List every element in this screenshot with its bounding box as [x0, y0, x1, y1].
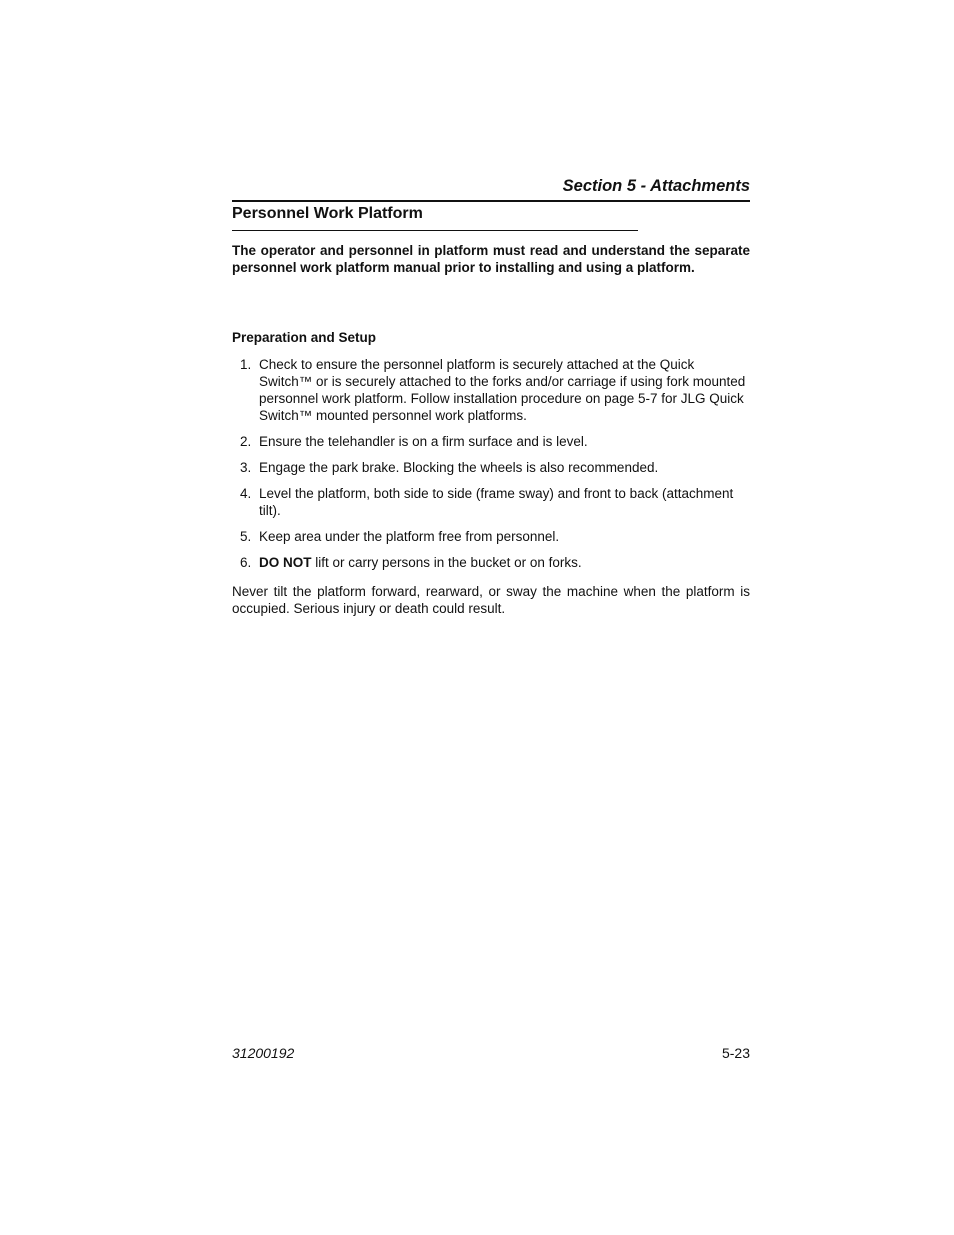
title-underline	[232, 230, 638, 231]
step-number: 4.	[240, 486, 252, 501]
list-item	[232, 356, 750, 424]
page-title: Personnel Work Platform	[232, 205, 423, 222]
list-item	[232, 528, 750, 545]
subheading-preparation: Preparation and Setup	[232, 330, 377, 345]
step-text: lift or carry persons in the bucket or on forks.	[311, 555, 582, 570]
header-divider	[232, 200, 750, 202]
warning-paragraph: The operator and personnel in platform must read and understand the separate personnel work platform manual prior to installing and using a platform.	[232, 243, 750, 275]
step-text: Keep area under the platform free from personnel.	[259, 529, 560, 544]
step-text: Engage the park brake. Blocking the wheels is also recommended.	[259, 460, 659, 475]
step-number: 2.	[240, 434, 252, 449]
step-text: Check to ensure the personnel platform is securely attached at the Quick Switch™ or is securely attached to the forks and/or carriage if using fork mounted personnel work platform. Follow installation procedure on page 5-7 for JLG Quick Switch™ mounted personnel work platforms.	[259, 357, 746, 423]
list-item	[232, 554, 750, 571]
list-item	[232, 459, 750, 476]
step-emphasis: DO NOT	[259, 555, 312, 570]
page-number: 5-23	[721, 1045, 750, 1061]
step-text: Ensure the telehandler is on a firm surface and is level.	[259, 434, 588, 449]
step-number: 3.	[240, 460, 252, 475]
step-number: 5.	[240, 529, 252, 544]
step-number: 1.	[240, 357, 252, 372]
step-number: 6.	[240, 555, 252, 570]
document-number: 31200192	[232, 1045, 295, 1061]
list-item	[232, 485, 750, 519]
step-text: Level the platform, both side to side (frame sway) and front to back (attachment tilt).	[259, 486, 734, 518]
list-item	[232, 433, 750, 450]
steps-list	[232, 356, 750, 580]
section-header: Section 5 - Attachments	[562, 177, 750, 195]
safety-note: Never tilt the platform forward, rearward, or sway the machine when the platform is occupied. Serious injury or death could result.	[232, 584, 750, 616]
